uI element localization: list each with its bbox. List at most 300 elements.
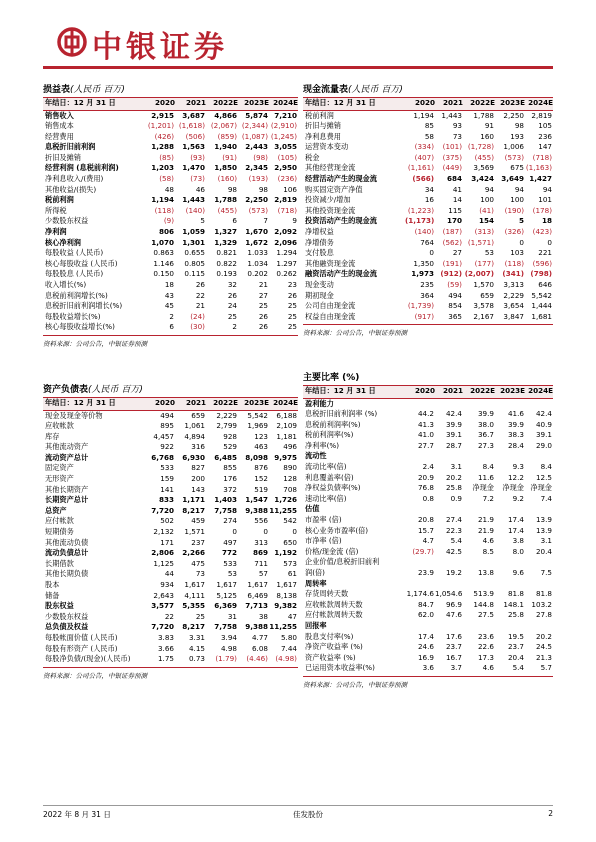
cell-value: 2,950 <box>274 163 297 173</box>
cell-value: 513.9 <box>473 589 494 599</box>
row-label: 经营活动产生的现金流 <box>305 174 377 184</box>
row-label: 税前利润率(%) <box>305 430 354 440</box>
cell-value: 43 <box>164 290 174 300</box>
table-row <box>303 430 553 441</box>
cell-value: 6 <box>232 216 237 226</box>
row-label: 投资减少/增加 <box>305 195 351 205</box>
cell-value: 890 <box>283 463 297 473</box>
page-number: 2 <box>548 809 553 818</box>
cell-value: 675 <box>510 163 524 173</box>
ratios-table <box>303 386 553 674</box>
cell-value: 235 <box>420 280 434 289</box>
row-label: 少数股东权益 <box>45 611 89 621</box>
cell-value: 2,643 <box>153 590 174 600</box>
table-row <box>303 142 553 153</box>
table-row <box>43 644 298 655</box>
table-row <box>303 163 553 174</box>
cell-value: 170 <box>446 216 462 226</box>
row-label: 应付帐款 <box>45 516 74 526</box>
table-row <box>303 153 553 164</box>
cell-value: 827 <box>191 463 205 473</box>
cell-value: 372 <box>223 484 237 494</box>
table-row <box>303 110 553 121</box>
cell-value: 12.2 <box>507 472 524 482</box>
cell-value: 8,138 <box>276 590 297 600</box>
cell-value: 176 <box>223 474 237 484</box>
cell-value: 3,424 <box>471 174 494 184</box>
cell-value: 1,054.6 <box>435 589 463 599</box>
page-header <box>0 0 596 70</box>
cell-value: (4.98) <box>275 654 297 664</box>
cell-value: (1,739) <box>407 301 434 311</box>
cell-value: 94 <box>514 184 524 194</box>
cell-value: 11,255 <box>269 622 297 632</box>
table-row <box>303 451 553 462</box>
cell-value <box>435 557 463 568</box>
table-row <box>303 185 553 196</box>
cell-value: 365 <box>448 311 462 321</box>
cell-value: (105) <box>277 152 297 162</box>
cell-value: 9,388 <box>245 505 268 515</box>
row-label: 其他长期负债 <box>45 569 89 579</box>
income-title: 损益表(人民币 百万) <box>43 82 298 98</box>
cell-value: 6,369 <box>214 601 237 611</box>
cell-value: 5,542 <box>531 290 552 300</box>
cell-value: 8,098 <box>245 452 268 462</box>
cell-value: 708 <box>283 484 297 494</box>
cell-value: (449) <box>442 163 462 173</box>
row-label: 所得税 <box>45 205 67 215</box>
cell-value: 147 <box>538 142 552 152</box>
cell-value: (98) <box>253 152 268 162</box>
row-label: 净增权益 <box>305 227 334 237</box>
cell-value: 7,758 <box>214 505 237 515</box>
column-header-year: 2023E <box>238 398 269 410</box>
cell-value <box>405 504 435 515</box>
cell-value: 106 <box>283 184 297 194</box>
cell-value: 39.1 <box>535 430 552 440</box>
table-row <box>303 653 553 664</box>
cell-value: 2,132 <box>153 527 174 537</box>
cell-value: 0.9 <box>450 493 462 503</box>
cell-value: (455) <box>474 152 494 162</box>
cell-value: 3.94 <box>220 632 237 642</box>
table-row <box>303 462 553 473</box>
cell-value: (912) <box>440 269 462 279</box>
cell-value: 922 <box>160 442 174 452</box>
cell-value: 459 <box>191 516 205 526</box>
cell-value: 855 <box>223 463 237 473</box>
cell-value: 659 <box>480 290 494 300</box>
row-label: 其他长期资产 <box>45 484 89 494</box>
cell-value: 1,940 <box>214 142 237 152</box>
cell-value: (4.46) <box>246 654 268 664</box>
table-row <box>43 538 298 549</box>
row-label: 经营费用 <box>45 131 74 141</box>
table-row <box>303 621 553 632</box>
cell-value: (191) <box>442 258 462 268</box>
cell-value: 20.4 <box>507 652 524 662</box>
row-label: 其他流动资产 <box>45 442 89 452</box>
cell-value: 58 <box>424 131 434 141</box>
row-label: 核心每股收益 (人民币) <box>45 258 118 268</box>
cell-value: 1,788 <box>473 110 494 120</box>
cell-value: 0 <box>429 248 434 258</box>
cell-value <box>495 504 525 515</box>
table-row <box>43 153 298 164</box>
cell-value: 833 <box>158 495 174 505</box>
cell-value: 1,617 <box>276 580 297 589</box>
cell-value: 3.7 <box>450 663 462 673</box>
cell-value: (160) <box>217 174 237 184</box>
cell-value: 3.8 <box>512 536 524 546</box>
cell-value: 4,457 <box>153 431 174 441</box>
cell-value <box>495 621 525 632</box>
row-label: 短期债务 <box>45 527 74 537</box>
cell-value: 934 <box>160 580 174 589</box>
table-row <box>303 568 553 579</box>
cell-value: 0.193 <box>216 269 237 279</box>
table-header-row <box>43 398 298 410</box>
cell-value: (190) <box>504 205 524 215</box>
cell-value: (29.7) <box>412 546 434 556</box>
cell-value: 47.6 <box>445 610 462 620</box>
cell-value: 0.863 <box>153 248 174 258</box>
column-header-year: 2020 <box>146 98 175 110</box>
cell-value: 316 <box>191 442 205 452</box>
cell-value: 39.9 <box>445 419 462 429</box>
cell-value <box>435 451 463 462</box>
cell-value: (178) <box>532 205 552 215</box>
cell-value: 237 <box>191 537 205 547</box>
cell-value <box>495 451 525 462</box>
row-label: 息税折旧前利润率 (%) <box>305 409 378 419</box>
cell-value: 1,288 <box>151 142 174 152</box>
cell-value: 9,975 <box>274 452 297 462</box>
cell-value: 1,788 <box>214 195 237 205</box>
cell-value: 2 <box>232 322 237 332</box>
table-header-row <box>303 98 553 110</box>
cell-value: 0.115 <box>184 269 205 279</box>
cell-value: (118) <box>504 258 524 268</box>
table-row <box>303 238 553 249</box>
cell-value: 84.7 <box>417 599 434 609</box>
table-row <box>303 227 553 238</box>
cell-value: 533 <box>160 463 174 473</box>
cell-value: 20.2 <box>535 631 552 641</box>
cell-value: 61 <box>287 569 297 579</box>
cell-value: 1,301 <box>182 237 205 247</box>
cell-value: 22 <box>164 611 174 621</box>
table-row <box>43 301 298 312</box>
ratios-source: 资料来源：公司公告，中银证券预测 <box>303 676 553 688</box>
cell-value: 8.4 <box>482 462 494 472</box>
cell-value: 25 <box>195 611 205 621</box>
cell-value: 44.2 <box>417 409 434 419</box>
cell-value: 7.5 <box>540 568 552 577</box>
cell-value: 25 <box>287 311 297 321</box>
cell-value: 2,250 <box>503 110 524 120</box>
table-row <box>303 121 553 132</box>
cell-value: 13.9 <box>535 525 552 535</box>
cell-value: 73 <box>195 569 205 579</box>
cell-value: (140) <box>185 205 205 215</box>
cell-value: 2 <box>169 311 174 321</box>
cell-value: 41.3 <box>417 419 434 429</box>
row-label: 股息支付率(%) <box>305 631 354 641</box>
row-label: 价格/现金流 (倍) <box>305 546 359 556</box>
cell-value: 1,070 <box>151 237 174 247</box>
cell-value: 1,350 <box>413 258 434 268</box>
table-row <box>43 195 298 206</box>
row-label: 市盈率 (倍) <box>305 515 342 525</box>
row-label: 其他收益/(损失) <box>45 184 97 194</box>
cell-value: 39.9 <box>477 409 494 419</box>
cell-value: 21.3 <box>535 652 552 662</box>
cell-value <box>525 451 553 462</box>
cell-value: 8,217 <box>182 622 205 632</box>
cell-value: 3.31 <box>188 632 205 642</box>
cell-value: 26 <box>258 311 268 321</box>
cell-value: 40.9 <box>535 419 552 429</box>
cell-value: 1,571 <box>184 527 205 537</box>
cell-value: (326) <box>504 227 524 237</box>
cell-value: 1,850 <box>214 163 237 173</box>
cell-value: 26 <box>287 290 297 300</box>
cell-value: (1,245) <box>270 131 297 141</box>
table-row <box>303 132 553 143</box>
row-label: 股本 <box>45 580 60 589</box>
cell-value: (30) <box>190 322 205 332</box>
cell-value: 98 <box>258 184 268 194</box>
cell-value: 14 <box>452 195 462 205</box>
cell-value: 32 <box>227 280 237 289</box>
row-label: 估值 <box>305 504 320 514</box>
cell-value: 73 <box>452 131 462 141</box>
table-row <box>43 216 298 227</box>
table-row <box>43 110 298 121</box>
cell-value: 3,847 <box>503 311 524 321</box>
cell-value <box>525 579 553 590</box>
cell-value: 18 <box>164 280 174 289</box>
cell-value: 2,819 <box>531 110 552 120</box>
cell-value: 19.5 <box>507 631 524 641</box>
cell-value: 6,768 <box>151 452 174 462</box>
column-header-year: 2024E <box>525 386 553 398</box>
cell-value: 529 <box>223 442 237 452</box>
cell-value: 0.150 <box>153 269 174 279</box>
cell-value: 1,617 <box>184 580 205 589</box>
cell-value: 53 <box>227 569 237 579</box>
row-label: 每股收益 (人民币) <box>45 248 104 258</box>
cell-value: 876 <box>254 463 268 473</box>
balance-sheet <box>43 382 298 679</box>
cell-value: 869 <box>252 548 268 558</box>
cell-value: (91) <box>222 152 237 162</box>
table-row <box>303 600 553 611</box>
row-label: 净利息收入/(费用) <box>45 174 104 184</box>
table-row <box>43 622 298 633</box>
row-label: 每股有形资产 (人民币) <box>45 643 118 653</box>
cell-value: 193 <box>510 131 524 141</box>
cell-value: 2,092 <box>274 227 297 237</box>
cell-value: 0 <box>292 527 297 537</box>
cell-value: 364 <box>420 290 434 300</box>
cell-value: 1.033 <box>247 248 268 258</box>
table-header-row <box>303 386 553 398</box>
cell-value: 22.6 <box>477 642 494 652</box>
cell-value: 1,006 <box>503 142 524 152</box>
cell-value: 28.7 <box>445 440 462 450</box>
cell-value: 13.9 <box>535 515 552 525</box>
row-label: 息税前利润增长(%) <box>45 290 108 300</box>
table-row <box>303 174 553 185</box>
cell-value: 1,969 <box>247 421 268 431</box>
cell-value: 3.1 <box>450 462 462 472</box>
cell-value: 27.4 <box>445 515 462 525</box>
row-label: 少数股东权益 <box>45 216 89 226</box>
table-row <box>43 185 298 196</box>
cell-value: 8.0 <box>512 546 524 556</box>
cell-value: 18 <box>541 216 552 226</box>
cell-value: 5,355 <box>182 601 205 611</box>
cell-value: 25 <box>287 322 297 332</box>
row-label: 每股股息 (人民币) <box>45 269 104 279</box>
row-label: 流动资产总计 <box>45 452 89 462</box>
table-row <box>43 495 298 506</box>
cell-value: (573) <box>504 152 524 162</box>
cell-value: 6,188 <box>276 410 297 420</box>
table-row <box>43 516 298 527</box>
cell-value: 6.08 <box>251 643 268 653</box>
row-label: 总负债及权益 <box>45 622 89 632</box>
cell-value: 0 <box>547 237 552 247</box>
cell-value: 0.202 <box>247 269 268 279</box>
cell-value: 3.83 <box>157 632 174 642</box>
cell-value: 4.15 <box>188 643 205 653</box>
column-header-year: 2022E <box>463 98 495 110</box>
cell-value: 4,894 <box>184 431 205 441</box>
cell-value: 25.8 <box>507 610 524 620</box>
table-row <box>43 174 298 185</box>
cell-value: 34 <box>424 184 434 194</box>
cell-value: (455) <box>217 205 237 215</box>
cell-value <box>463 504 495 515</box>
cell-value: 96.9 <box>445 599 462 609</box>
cell-value: 27.3 <box>477 440 494 450</box>
cell-value: 895 <box>160 421 174 431</box>
cell-value: 3,577 <box>151 601 174 611</box>
row-label: 融资活动产生的现金流 <box>305 269 377 279</box>
table-row <box>43 432 298 443</box>
cell-value: (2,007) <box>464 269 494 279</box>
table-row <box>43 548 298 559</box>
cashflow-statement <box>303 82 553 336</box>
table-row <box>303 642 553 653</box>
cell-value: 9.3 <box>512 462 524 472</box>
cell-value: 1,617 <box>247 580 268 589</box>
cell-value: 2,096 <box>274 237 297 247</box>
cell-value: 105 <box>538 121 552 131</box>
cell-value: 1,443 <box>441 110 462 120</box>
cell-value: 22.3 <box>445 525 462 535</box>
row-label: 总资产 <box>45 505 67 515</box>
income-table <box>43 98 298 333</box>
table-row <box>43 559 298 570</box>
cell-value: (1,618) <box>178 121 205 131</box>
table-row <box>43 485 298 496</box>
cell-value: 17.4 <box>507 515 524 525</box>
table-row <box>43 280 298 291</box>
cell-value: 1,174.6 <box>406 589 434 599</box>
row-label: 已运用资本收益率(%) <box>305 663 375 673</box>
cell-value: (798) <box>530 269 552 279</box>
row-label: 经营利润 (息税前利润) <box>45 163 119 173</box>
cell-value: 28.4 <box>507 440 524 450</box>
cell-value: (718) <box>532 152 552 162</box>
table-row <box>43 121 298 132</box>
cell-value: 2,167 <box>473 311 494 321</box>
cell-value: 0.8 <box>422 493 434 503</box>
cell-value: 0.821 <box>216 248 237 258</box>
cell-value: 1,329 <box>214 237 237 247</box>
cell-value: 29.0 <box>535 440 552 450</box>
cell-value: 24.6 <box>417 642 434 652</box>
table-row <box>303 515 553 526</box>
cell-value: 9,382 <box>274 601 297 611</box>
table-row <box>43 527 298 538</box>
table-row <box>303 420 553 431</box>
table-row <box>303 536 553 547</box>
cell-value: (1,571) <box>467 237 494 247</box>
cell-value: (177) <box>474 258 494 268</box>
column-header-year: 2023E <box>495 386 525 398</box>
cell-value <box>405 557 435 568</box>
cell-value: 1.294 <box>276 248 297 258</box>
row-label: 盈利能力 <box>305 398 334 408</box>
cell-value: 20.2 <box>445 472 462 482</box>
table-row <box>43 612 298 623</box>
row-label: 每股净负债/(现金)(人民币) <box>45 654 131 664</box>
row-label: 应付帐款周转天数 <box>305 610 363 620</box>
cell-value: 2,345 <box>245 163 268 173</box>
cell-value: (375) <box>442 152 462 162</box>
cell-value: (193) <box>248 174 268 184</box>
cell-value: 41.6 <box>507 409 524 419</box>
table-row <box>303 589 553 600</box>
cell-value: 15.7 <box>417 525 434 535</box>
cell-value: 4.6 <box>482 536 494 546</box>
cell-value: 53 <box>484 248 494 258</box>
cell-value: 1.297 <box>276 258 297 268</box>
cell-value: 1,171 <box>182 495 205 505</box>
row-label: 运营资本变动 <box>305 142 349 152</box>
cell-value: 6,930 <box>182 452 205 462</box>
row-label: 其他流动负债 <box>45 537 89 547</box>
cell-value: 6 <box>169 322 174 332</box>
cell-value: 39.9 <box>507 419 524 429</box>
cell-value: 11.6 <box>477 472 494 482</box>
row-label: 周转率 <box>305 578 327 588</box>
cell-value: 100 <box>510 195 524 205</box>
column-header-year: 2021 <box>435 98 463 110</box>
table-row <box>43 506 298 517</box>
cell-value: 21 <box>195 301 205 311</box>
cell-value: 25.8 <box>445 483 462 493</box>
row-label: 净增债务 <box>305 237 334 247</box>
row-label: 现金变动 <box>305 280 334 289</box>
table-row <box>303 206 553 217</box>
